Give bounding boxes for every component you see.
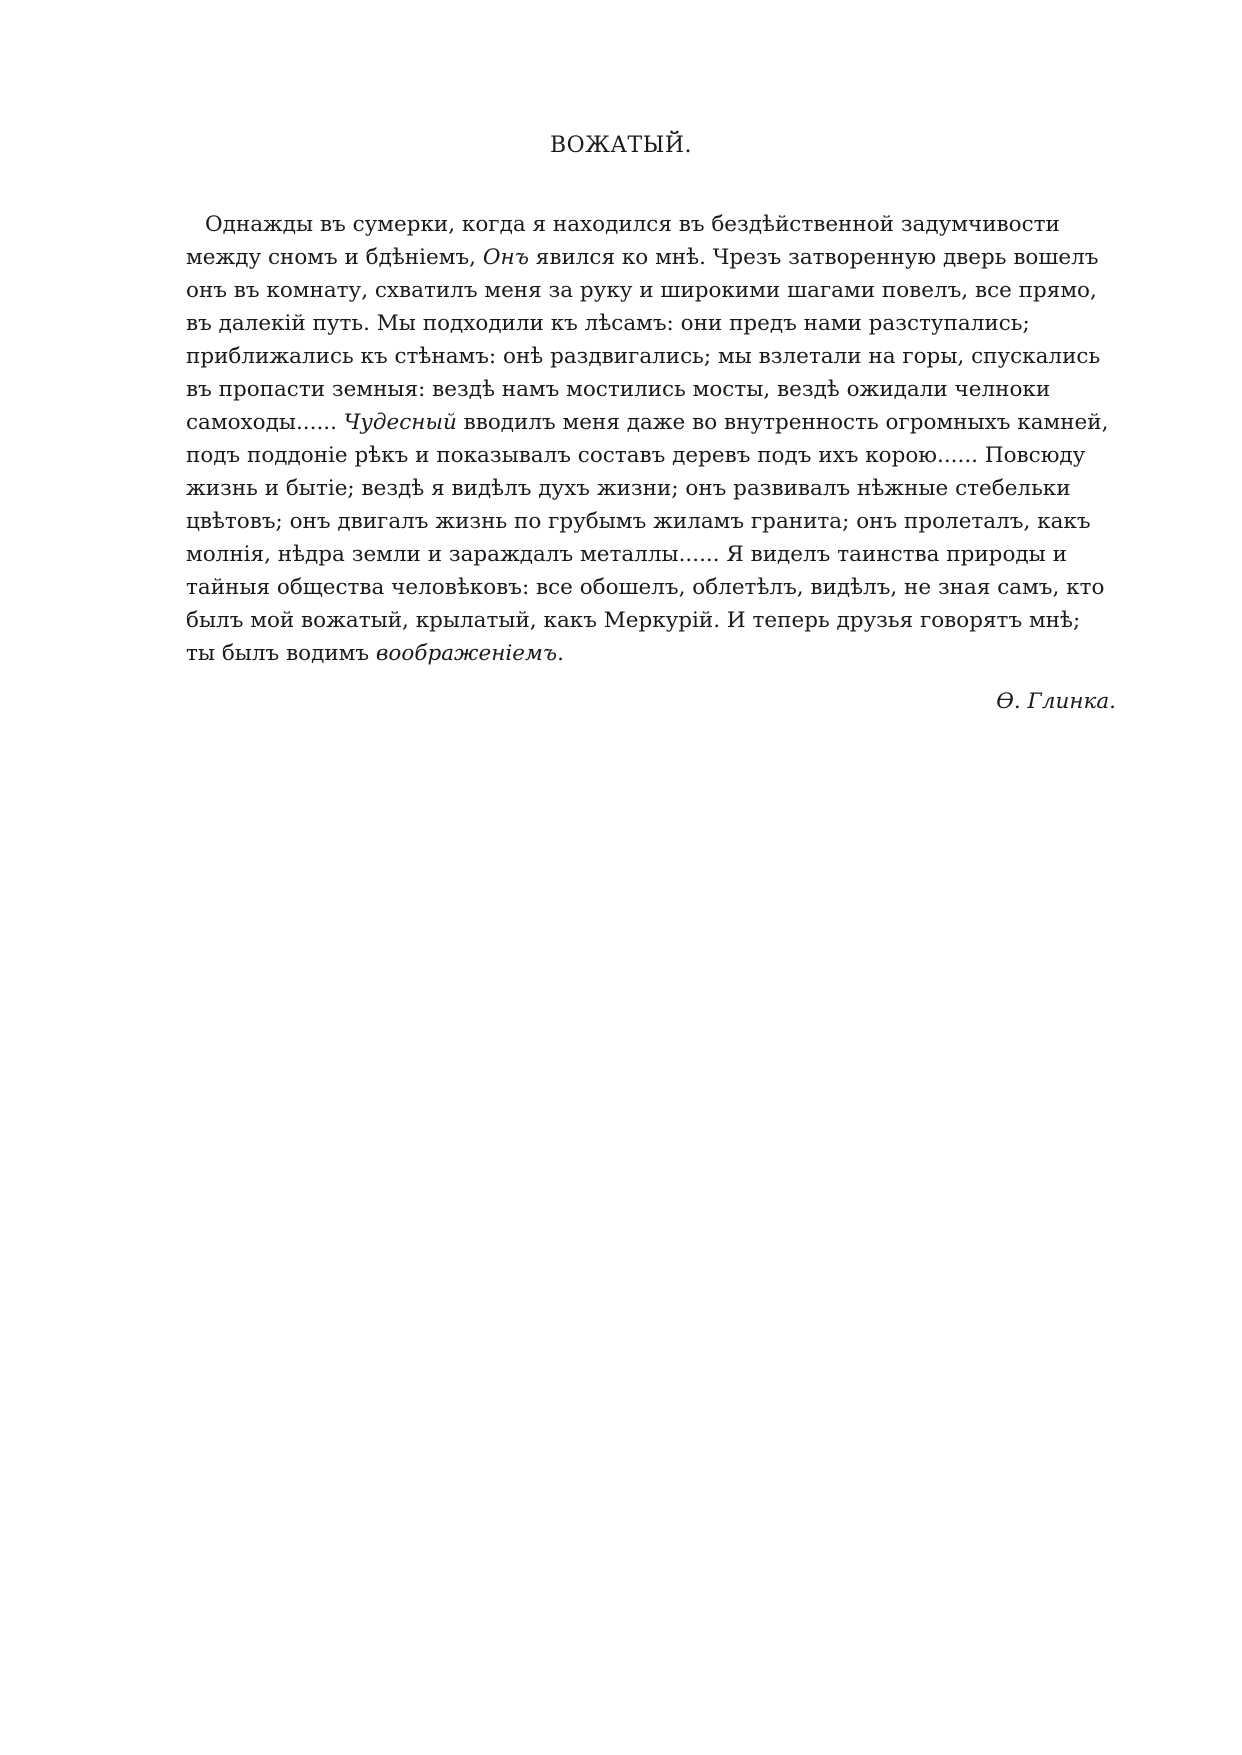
text-segment: онъ въ комнату, схватилъ меня за руку и широкими шагами повелъ, все прямо, xyxy=(186,278,1097,303)
text-line xyxy=(186,340,1126,373)
text-line xyxy=(186,637,1126,670)
italic-text: воображеніемъ xyxy=(375,641,558,666)
text-line xyxy=(186,472,1126,505)
text-line xyxy=(186,439,1126,472)
text-segment: . xyxy=(557,641,564,666)
text-line xyxy=(186,241,1126,274)
text-segment: ты былъ водимъ xyxy=(186,641,376,666)
text-segment: молнія, нѣдра земли и зараждалъ металлы...... Я виделъ таинства природы и xyxy=(186,542,1067,567)
text-line xyxy=(186,274,1126,307)
text-line xyxy=(186,373,1126,406)
body-paragraph xyxy=(186,208,1126,670)
text-segment: вводилъ меня даже во внутренность огромныхъ камней, xyxy=(456,410,1109,435)
italic-text: Чудесный xyxy=(343,410,457,435)
text-line xyxy=(186,208,1126,241)
text-line xyxy=(186,538,1126,571)
text-segment: въ далекій путь. Мы подходили къ лѣсамъ: они предъ нами разступались; xyxy=(186,311,1030,336)
text-line xyxy=(186,307,1126,340)
text-segment: самоходы...... xyxy=(186,410,344,435)
text-line xyxy=(186,604,1126,637)
author-signature: Ѳ. Глинка. xyxy=(996,689,1116,714)
text-segment: въ пропасти земныя: вездѣ намъ мостились мосты, вездѣ ожидали челноки xyxy=(186,377,1051,402)
text-segment: тайныя общества человѣковъ: все обошелъ, облетѣлъ, видѣлъ, не зная самъ, кто xyxy=(186,575,1105,600)
page-title: ВОЖАТЫЙ. xyxy=(549,133,693,158)
text-line xyxy=(186,505,1126,538)
text-line xyxy=(186,571,1126,604)
text-segment: явился ко мнѣ. Чрезъ затворенную дверь вошелъ xyxy=(528,245,1099,270)
text-segment: жизнь и бытіе; вездѣ я видѣлъ духъ жизни; онъ развивалъ нѣжные стебельки xyxy=(186,476,1071,501)
text-line xyxy=(186,406,1126,439)
text-segment: приближались къ стѣнамъ: онѣ раздвигались; мы взлетали на горы, спускались xyxy=(186,344,1101,369)
text-segment: цвѣтовъ; онъ двигалъ жизнь по грубымъ жиламъ гранита; онъ пролеталъ, какъ xyxy=(186,509,1091,534)
italic-text: Онъ xyxy=(482,245,529,270)
text-segment: между сномъ и бдѣніемъ, xyxy=(186,245,483,270)
text-segment: подъ поддоніе рѣкъ и показывалъ составъ деревъ подъ ихъ корою...... Повсюду xyxy=(186,443,1086,468)
text-segment: Однажды въ сумерки, когда я находился въ бездѣйственной задумчивости xyxy=(205,212,1060,237)
text-segment: былъ мой вожатый, крылатый, какъ Меркурій. И теперь друзья говорятъ мнѣ; xyxy=(186,608,1081,633)
